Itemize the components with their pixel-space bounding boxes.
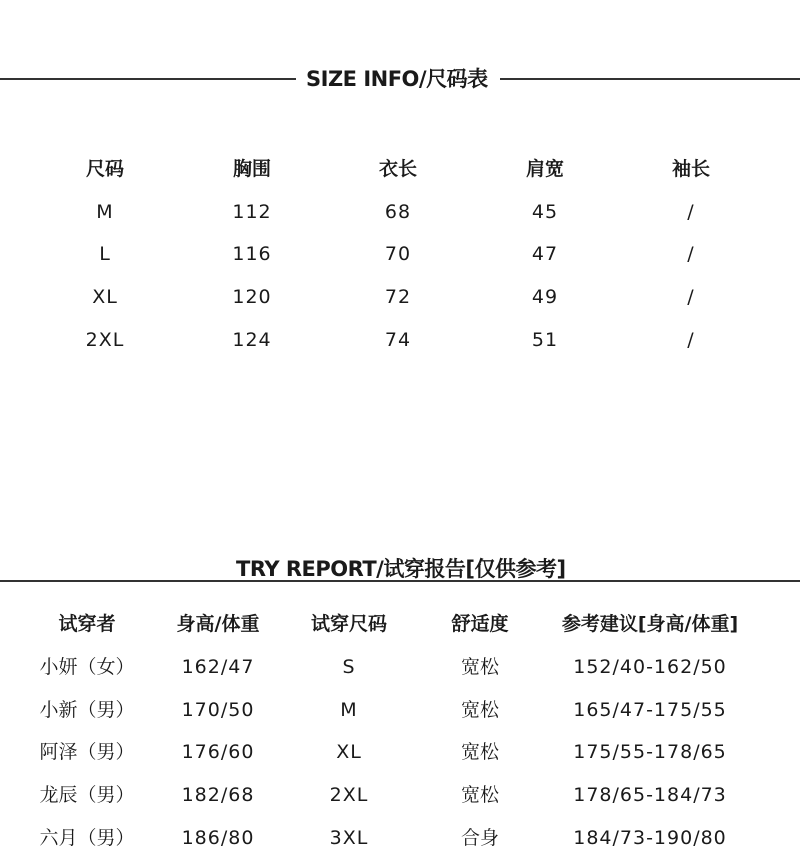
size-header-length: 衣长 bbox=[378, 158, 418, 180]
try-size-cell: 2XL bbox=[329, 784, 369, 806]
table-row bbox=[0, 780, 800, 810]
try-header-suggestion: 参考建议[身高/体重] bbox=[561, 613, 739, 635]
suggestion-cell: 152/40-162/50 bbox=[573, 656, 727, 678]
comfort-cell: 宽松 bbox=[460, 784, 500, 806]
tester-cell: 小新（男） bbox=[39, 699, 135, 721]
suggestion-cell: 175/55-178/65 bbox=[573, 741, 727, 763]
height-weight-cell: 170/50 bbox=[181, 699, 255, 721]
try-size-cell: S bbox=[342, 656, 356, 678]
table-row bbox=[0, 282, 800, 312]
size-info-header bbox=[0, 64, 800, 94]
table-row bbox=[0, 695, 800, 725]
size-header-size: 尺码 bbox=[85, 158, 125, 180]
comfort-cell: 宽松 bbox=[460, 741, 500, 763]
try-report-title: TRY REPORT/试穿报告[仅供参考] bbox=[236, 557, 566, 581]
divider-right bbox=[500, 78, 800, 80]
chest-cell: 120 bbox=[232, 286, 272, 308]
shoulder-cell: 45 bbox=[531, 201, 559, 223]
sleeve-cell: / bbox=[687, 329, 695, 351]
sleeve-cell: / bbox=[687, 286, 695, 308]
tester-cell: 龙辰（男） bbox=[39, 784, 135, 806]
try-size-cell: M bbox=[340, 699, 358, 721]
tester-cell: 阿泽（男） bbox=[39, 741, 135, 763]
table-row bbox=[0, 823, 800, 853]
chest-cell: 112 bbox=[232, 201, 272, 223]
chest-cell: 116 bbox=[232, 243, 272, 265]
size-cell: L bbox=[99, 243, 111, 265]
sleeve-cell: / bbox=[687, 243, 695, 265]
table-row bbox=[0, 239, 800, 269]
length-cell: 68 bbox=[384, 201, 412, 223]
try-size-cell: XL bbox=[336, 741, 362, 763]
try-header-comfort: 舒适度 bbox=[451, 613, 509, 635]
table-row bbox=[0, 325, 800, 355]
size-cell: XL bbox=[92, 286, 118, 308]
try-size-cell: 3XL bbox=[329, 827, 369, 849]
try-table-header-row bbox=[0, 609, 800, 639]
suggestion-cell: 165/47-175/55 bbox=[573, 699, 727, 721]
length-cell: 74 bbox=[384, 329, 412, 351]
try-header-height-weight: 身高/体重 bbox=[176, 613, 260, 635]
try-report-header bbox=[0, 554, 800, 584]
length-cell: 70 bbox=[384, 243, 412, 265]
divider-left bbox=[0, 78, 296, 80]
suggestion-cell: 184/73-190/80 bbox=[573, 827, 727, 849]
size-cell: M bbox=[96, 201, 114, 223]
shoulder-cell: 47 bbox=[531, 243, 559, 265]
shoulder-cell: 51 bbox=[531, 329, 559, 351]
height-weight-cell: 176/60 bbox=[181, 741, 255, 763]
table-row bbox=[0, 197, 800, 227]
size-header-shoulder: 肩宽 bbox=[525, 158, 565, 180]
size-cell: 2XL bbox=[85, 329, 125, 351]
chest-cell: 124 bbox=[232, 329, 272, 351]
comfort-cell: 宽松 bbox=[460, 656, 500, 678]
length-cell: 72 bbox=[384, 286, 412, 308]
size-info-title: SIZE INFO/尺码表 bbox=[306, 67, 488, 91]
table-row bbox=[0, 652, 800, 682]
sleeve-cell: / bbox=[687, 201, 695, 223]
height-weight-cell: 182/68 bbox=[181, 784, 255, 806]
suggestion-cell: 178/65-184/73 bbox=[573, 784, 727, 806]
shoulder-cell: 49 bbox=[531, 286, 559, 308]
comfort-cell: 宽松 bbox=[460, 699, 500, 721]
height-weight-cell: 186/80 bbox=[181, 827, 255, 849]
try-header-size: 试穿尺码 bbox=[310, 613, 388, 635]
try-header-tester: 试穿者 bbox=[58, 613, 116, 635]
size-header-chest: 胸围 bbox=[232, 158, 272, 180]
tester-cell: 小妍（女） bbox=[39, 656, 135, 678]
table-row bbox=[0, 737, 800, 767]
tester-cell: 六月（男） bbox=[39, 827, 135, 849]
comfort-cell: 合身 bbox=[460, 827, 500, 849]
size-table-header-row bbox=[0, 154, 800, 184]
size-header-sleeve: 袖长 bbox=[671, 158, 711, 180]
height-weight-cell: 162/47 bbox=[181, 656, 255, 678]
